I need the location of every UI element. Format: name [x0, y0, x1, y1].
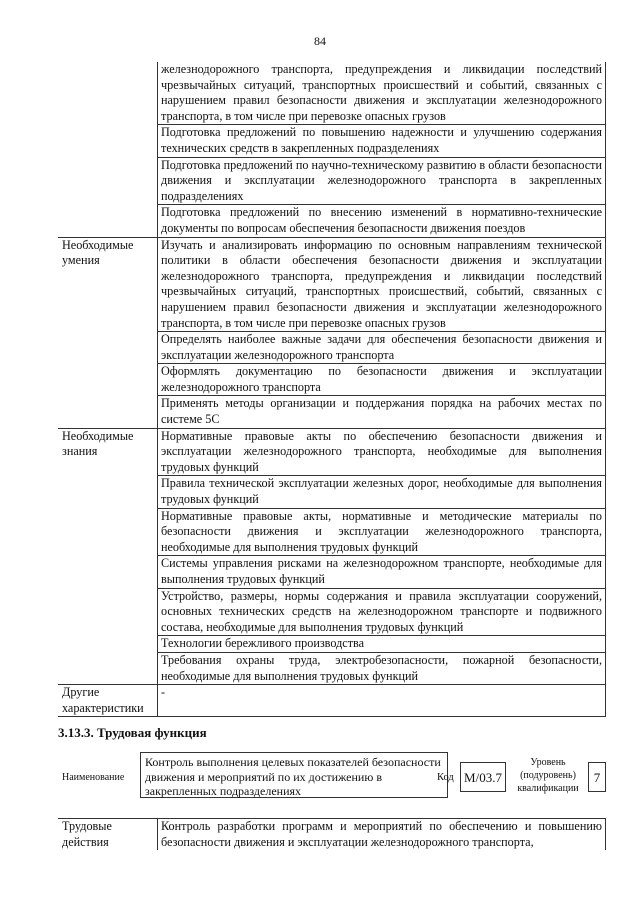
action-item: Подготовка предложений по научно-техническому развитию в области безопасности движения и эксплуатации железнодорожного транспорта в закрепленных подразделениях	[158, 157, 606, 205]
code-label: Код	[437, 772, 454, 783]
other-value: -	[158, 685, 606, 717]
action-item: железнодорожного транспорта, предупреждения и ликвидации последствий чрезвычайных ситуаций, транспортных происшествий и событий, связанных с нарушением правил безопасности движения и эксплуатации железнодорожного транспорта, в том числе при перевозке опасных грузов	[158, 62, 606, 125]
knowledge-item: Нормативные правовые акты, нормативные и методические материалы по безопасности движения и эксплуатации железнодорожного транспорта, необходимые для выполнения трудовых функций	[158, 508, 606, 556]
other-label: Другие характеристики	[58, 685, 158, 717]
labor-actions-label: Трудовые действия	[58, 819, 158, 851]
knowledge-item: Правила технической эксплуатации железных дорог, необходимые для выполнения трудовых функций	[158, 476, 606, 508]
page-number: 84	[314, 34, 326, 48]
code-value: M/03.7	[460, 762, 506, 792]
name-label: Наименование	[62, 772, 125, 783]
skills-label: Необходимые умения	[58, 237, 158, 428]
knowledge-item: Требования охраны труда, электробезопасности, пожарной безопасности, необходимые для выполнения трудовых функций	[158, 652, 606, 684]
knowledge-label: Необходимые знания	[58, 428, 158, 685]
name-value: Контроль выполнения целевых показателей безопасности движения и мероприятий по их достижению в закрепленных подразделениях	[140, 752, 448, 798]
labor-actions-table	[58, 818, 606, 850]
labor-action-item: Контроль разработки программ и мероприятий по обеспечению и повышению безопасности движения и эксплуатации железнодорожного транспорта,	[158, 819, 606, 851]
level-value: 7	[588, 762, 606, 792]
knowledge-item: Устройство, размеры, нормы содержания и правила эксплуатации сооружений, основных технических средств на железнодорожном транспорте и подвижного состава, необходимые для выполнения трудовых функций	[158, 588, 606, 636]
level-label: Уровень (подуровень) квалификации	[517, 757, 579, 794]
skill-item: Изучать и анализировать информацию по основным направлениям технической политики в области обеспечения безопасности движения и эксплуатации железнодорожного транспорта, предупреждения и ликвидации последствий чрезвычайных ситуаций, транспортных происшествий, событий, связанных с нарушением правил безопасности движения и эксплуатации железнодорожного транспорта, в том числе при перевозке опасных грузов	[158, 237, 606, 332]
skill-item: Оформлять документацию по безопасности движения и эксплуатации железнодорожного транспорта	[158, 364, 606, 396]
function-header	[58, 752, 606, 808]
knowledge-item: Системы управления рисками на железнодорожном транспорте, необходимые для выполнения трудовых функций	[158, 556, 606, 588]
section-title: 3.13.3. Трудовая функция	[58, 725, 207, 740]
skill-item: Применять методы организации и поддержания порядка на рабочих местах по системе 5С	[158, 396, 606, 428]
action-item: Подготовка предложений по повышению надежности и улучшению содержания технических средств в закрепленных подразделениях	[158, 125, 606, 157]
row-label-empty	[58, 62, 158, 237]
knowledge-item: Нормативные правовые акты по обеспечению безопасности движения и эксплуатации железнодорожного транспорта, необходимые для выполнения трудовых функций	[158, 428, 606, 476]
requirements-table	[58, 62, 606, 717]
skill-item: Определять наиболее важные задачи для обеспечения безопасности движения и эксплуатации железнодорожного транспорта	[158, 332, 606, 364]
action-item: Подготовка предложений по внесению изменений в нормативно-технические документы по вопросам обеспечения безопасности движения поездов	[158, 205, 606, 237]
knowledge-item: Технологии бережливого производства	[158, 636, 606, 653]
